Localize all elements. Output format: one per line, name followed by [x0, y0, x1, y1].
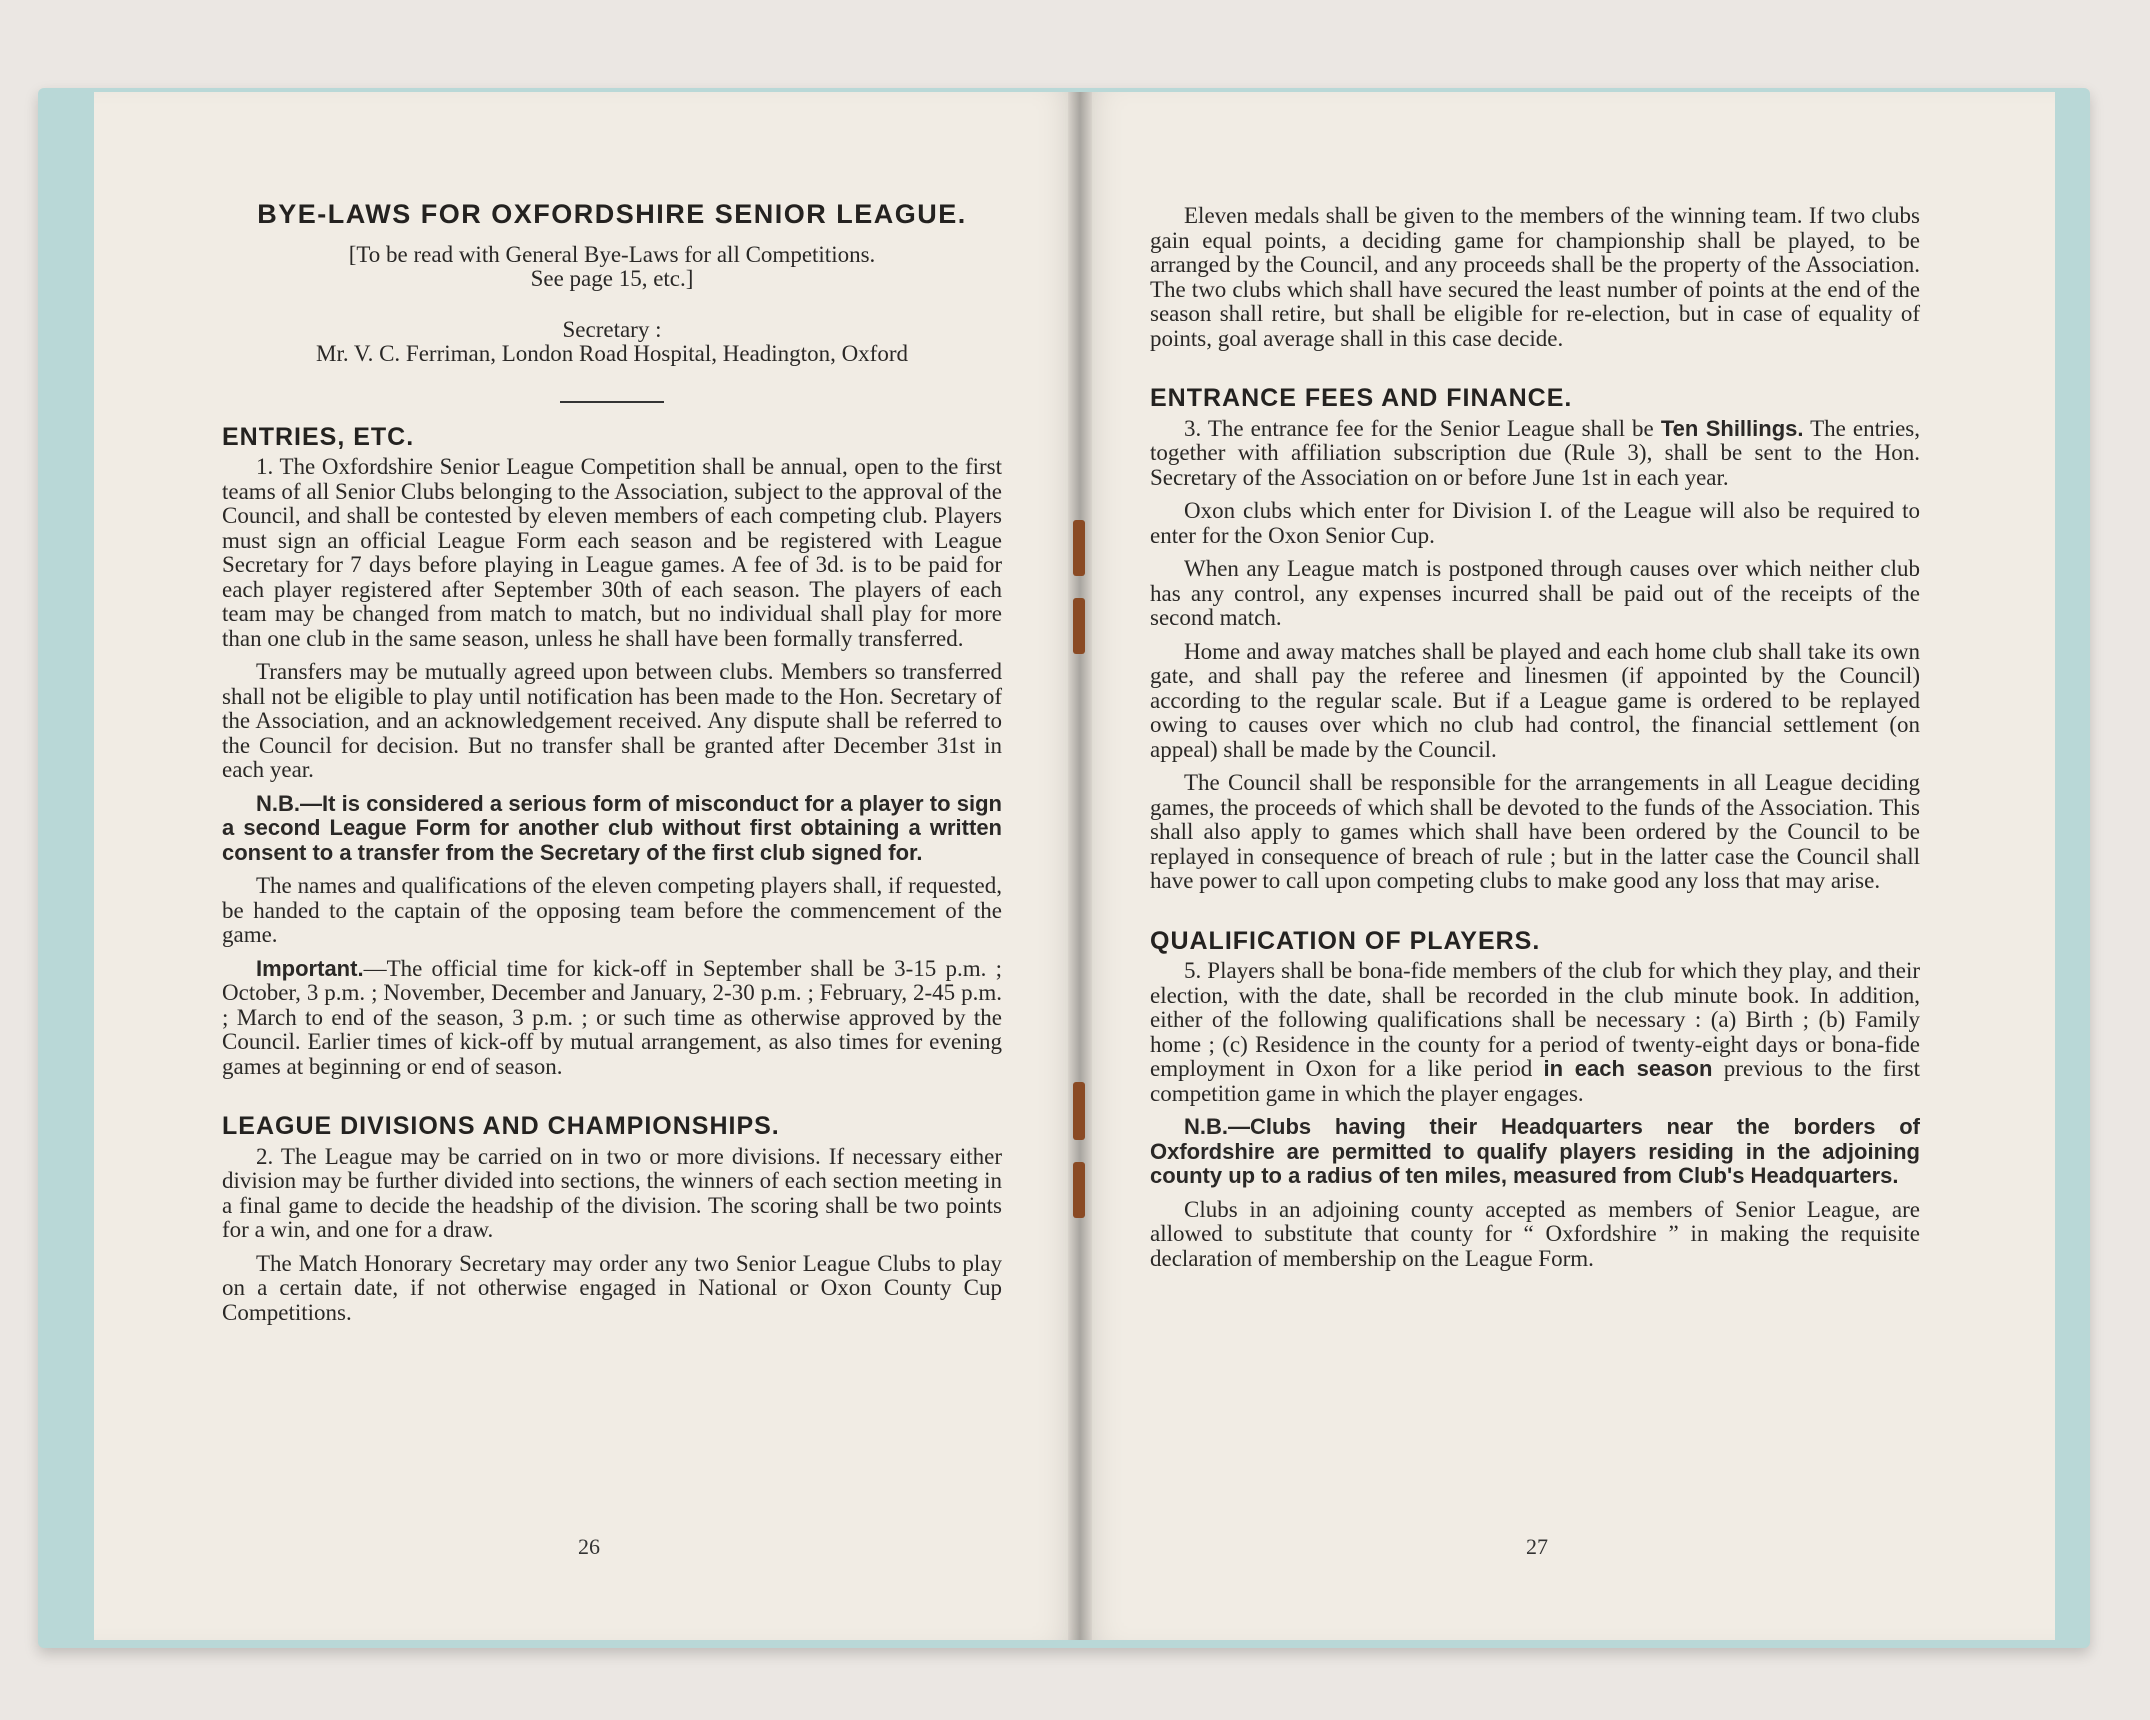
staple-rust [1073, 1162, 1085, 1218]
book-gutter [1068, 92, 1092, 1640]
paragraph: Eleven medals shall be given to the members of the winning team. If two clubs gain equal points, a deciding game for championship shall be played, to be arranged by the Council, and any proceeds shall be the property of the Association. The two clubs which shall have secured the least number of points at the end of the season shall retire, but shall be eligible for re-election, but in case of equality of points, goal average shall in this case decide. [1150, 203, 1920, 351]
staple-rust [1073, 598, 1085, 654]
important-paragraph [222, 957, 1002, 1080]
qualification-text-b: previous to the first competition game in which the player engages. [1150, 1056, 1920, 1106]
paragraph: 1. The Oxfordshire Senior League Competition shall be annual, open to the first teams of all Senior Clubs belonging to the Association, subject to the approval of the Council, and shall be contested by eleven members of each competing club. Players must sign an official League Form each season and be registered with League Secretary for 7 days before playing in League games. A fee of 3d. is to be paid for each player registered after September 30th of each season. The players of each team may be changed from match to match, but no individual shall play for more than one club in the same season, unless he shall have been formally transferred. [222, 454, 1002, 651]
qualification-bold: in each season [1543, 1056, 1713, 1081]
paragraph: Transfers may be mutually agreed upon between clubs. Members so transferred shall not be eligible to play until notification has been made to the Hon. Secretary of the Association, and an acknowledgement received. Any dispute shall be referred to the Council for decision. But no transfer shall be granted after December 31st in each year. [222, 659, 1002, 782]
paragraph: The names and qualifications of the eleven competing players shall, if requested, be handed to the captain of the opposing team before the commencement of the game. [222, 873, 1002, 947]
fees-paragraph [1150, 417, 1920, 491]
secretary-label: Secretary : [562, 316, 662, 342]
paragraph: Oxon clubs which enter for Division I. of the League will also be required to enter for the Oxon Senior Cup. [1150, 498, 1920, 548]
fees-text-a: 3. The entrance fee for the Senior League shall be [1184, 415, 1661, 441]
right-page-content [1150, 204, 1920, 1280]
spacer [1150, 360, 1920, 386]
fees-text-b: The entries, together with affiliation subscription due (Rule 3), shall be sent to the Hon. Secretary of the Association on or before June 1st in each year. [1150, 415, 1920, 490]
nb-paragraph: N.B.—Clubs having their Headquarters near the borders of Oxfordshire are permitted to qualify players residing in the adjoining county up to a radius of ten miles, measured from Club's Headquarters. [1150, 1114, 1920, 1188]
page-number: 27 [1526, 1534, 1548, 1559]
qualification-paragraph [1150, 959, 1920, 1106]
spacer [222, 1088, 1002, 1114]
left-page-content [222, 199, 1002, 1334]
page-number: 26 [578, 1534, 600, 1559]
paragraph: When any League match is postponed through causes over which neither club has any control, any expenses incurred shall be paid out of the receipts of the second match. [1150, 556, 1920, 630]
important-lead: Important. [256, 955, 364, 981]
paragraph: 2. The League may be carried on in two or more divisions. If necessary either division may be further divided into sections, the winners of each section meeting in a final game to decide the headship of the division. The scoring shall be two points for a win, and one for a draw. [222, 1143, 1002, 1242]
section-heading-divisions: LEAGUE DIVISIONS AND CHAMPIONSHIPS. [222, 1112, 780, 1140]
section-heading-qualification: QUALIFICATION OF PLAYERS. [1150, 926, 1541, 955]
important-text: —The official time for kick-off in September shall be 3-15 p.m. ; October, 3 p.m. ; November, December and January, 2-30 p.m. ; February, 2-45 p.m. ; March to end of the season, 3 p.m. ; or such time as otherwise approved by the Council. Earlier times of kick-off by mutual arrangement, as also times for evening games at beginning or end of season. [222, 955, 1002, 1079]
paragraph: The Match Honorary Secretary may order any two Senior League Clubs to play on a certain date, if not otherwise engaged in National or Oxon County Cup Competitions. [222, 1250, 1002, 1325]
secretary-name: Mr. V. C. Ferriman, London Road Hospital, Headington, Oxford [316, 341, 908, 366]
staple-rust [1073, 520, 1085, 576]
qualification-text-a: 5. Players shall be bona-fide members of the club for which they play, and their election, with the date, shall be recorded in the club minute book. In addition, either of the following qualifications shall be necessary : (a) Birth ; (b) Family home ; (c) Residence in the county for a period of twenty-eight days or bona-fide employment in Oxon for a like period [1150, 958, 1920, 1081]
left-page [94, 92, 1080, 1640]
nb-paragraph: N.B.—It is considered a serious form of misconduct for a player to sign a second League Form for another club without first obtaining a written consent to a transfer from the Secretary of the first club signed for. [222, 790, 1002, 865]
note-line-2: See page 15, etc.] [530, 266, 694, 291]
section-heading-entries: ENTRIES, ETC. [222, 422, 415, 451]
paragraph: Home and away matches shall be played and each home club shall take its own gate, and shall pay the referee and linesmen (if appointed by the Council) according to the regular scale. But if a League game is ordered to be replayed owing to causes over which no club had control, the financial settlement (on appeal) shall be made by the Council. [1150, 638, 1920, 762]
fees-amount: Ten Shillings. [1660, 415, 1804, 441]
staple-rust [1073, 1082, 1085, 1140]
spacer [1150, 903, 1920, 929]
divider [560, 401, 664, 403]
page-title: BYE-LAWS FOR OXFORDSHIRE SENIOR LEAGUE. [257, 199, 967, 229]
section-heading-fees: ENTRANCE FEES AND FINANCE. [1150, 384, 1573, 412]
paragraph: The Council shall be responsible for the arrangements in all League deciding games, the proceeds of which shall be devoted to the funds of the Association. This shall also apply to games which shall have been ordered by the Council to be replayed in consequence of breach of rule ; but in the latter case the Council shall have power to call upon competing clubs to make good any loss that may arise. [1150, 770, 1920, 893]
right-page [1080, 92, 2055, 1640]
paragraph: Clubs in an adjoining county accepted as members of Senior League, are allowed to substitute that county for “ Oxfordshire ” in making the requisite declaration of membership on the League Form. [1150, 1196, 1920, 1271]
note-line-1: [To be read with General Bye-Laws for all Competitions. [348, 241, 876, 267]
